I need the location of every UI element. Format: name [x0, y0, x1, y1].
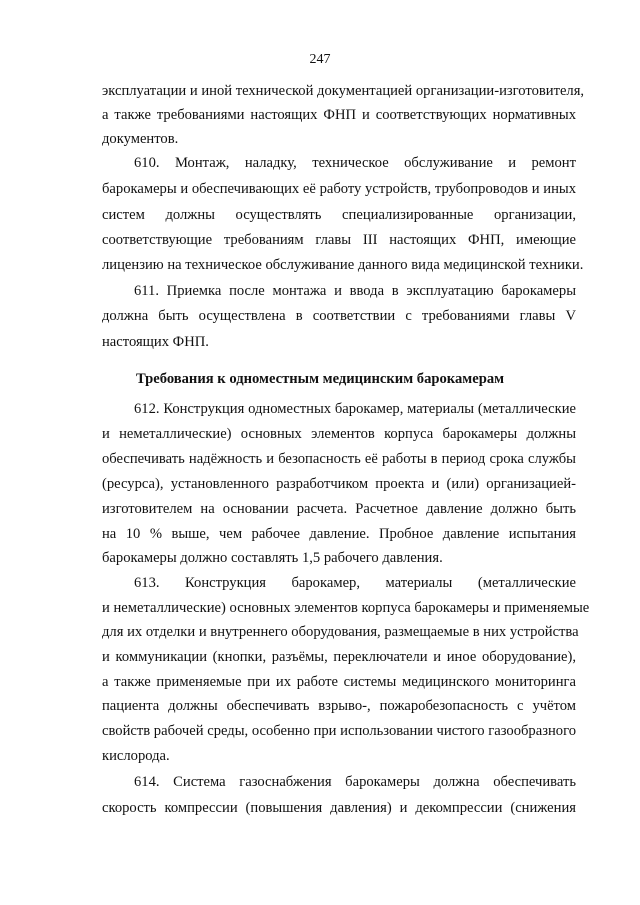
paragraph-611-start: 611. Приемка после монтажа и ввода в эксплуатацию барокамеры — [134, 283, 576, 299]
text-line: должна быть осуществлена в соответствии с требованиями главы V — [102, 308, 576, 324]
paragraph-613-start: 613. Конструкция барокамер, материалы (металлические — [134, 575, 576, 591]
text-line: и неметаллические) основных элементов корпуса барокамеры должны — [102, 426, 576, 442]
text-line: для их отделки и внутреннего оборудования, размещаемые в них устройства — [102, 624, 579, 640]
paragraph-612-start: 612. Конструкция одноместных барокамер, материалы (металлические — [134, 401, 576, 417]
text-line: соответствующие требованиям главы III настоящих ФНП, имеющие — [102, 232, 576, 248]
page-number: 247 — [309, 52, 331, 67]
text-line: обеспечивать надёжность и безопасность её работы в период срока службы — [102, 451, 576, 467]
text-line: и неметаллические) основных элементов корпуса барокамеры и применяемые — [102, 600, 590, 616]
text-line: пациента должны обеспечивать взрыво-, пожаробезопасность с учётом — [102, 698, 576, 714]
text-line: а также применяемые при их работе системы медицинского мониторинга — [102, 674, 576, 690]
paragraph-610-start: 610. Монтаж, наладку, техническое обслуживание и ремонт — [134, 155, 576, 171]
text-line: систем должны осуществлять специализированные организации, — [102, 207, 576, 223]
paragraph-614-start: 614. Система газоснабжения барокамеры должна обеспечивать — [134, 774, 576, 790]
text-line: а также требованиями настоящих ФНП и соответствующих нормативных — [102, 107, 576, 123]
text-line: барокамеры и обеспечивающих её работу устройств, трубопроводов и иных — [102, 181, 576, 197]
text-line: на 10 % выше, чем рабочее давление. Пробное давление испытания — [102, 526, 576, 542]
text-line: эксплуатации и иной технической документацией организации-изготовителя, — [102, 83, 585, 99]
section-heading: Требования к одноместным медицинским барокамерам — [135, 371, 505, 387]
text-line: барокамеры должно составлять 1,5 рабочего давления. — [102, 550, 443, 566]
text-line: изготовителем на основании расчета. Расчетное давление должно быть — [102, 501, 576, 517]
text-line: свойств рабочей среды, особенно при использовании чистого газообразного — [102, 723, 576, 739]
text-line: скорость компрессии (повышения давления) и декомпрессии (снижения — [102, 800, 576, 816]
text-line: и коммуникации (кнопки, разъёмы, переключатели и иное оборудование), — [102, 649, 576, 665]
text-line: кислорода. — [102, 748, 170, 764]
text-line: документов. — [102, 131, 179, 147]
text-line: (ресурса), установленного разработчиком проекта и (или) организацией- — [102, 476, 576, 492]
text-line: настоящих ФНП. — [102, 334, 209, 350]
text-line: лицензию на техническое обслуживание данного вида медицинской техники. — [102, 257, 584, 273]
